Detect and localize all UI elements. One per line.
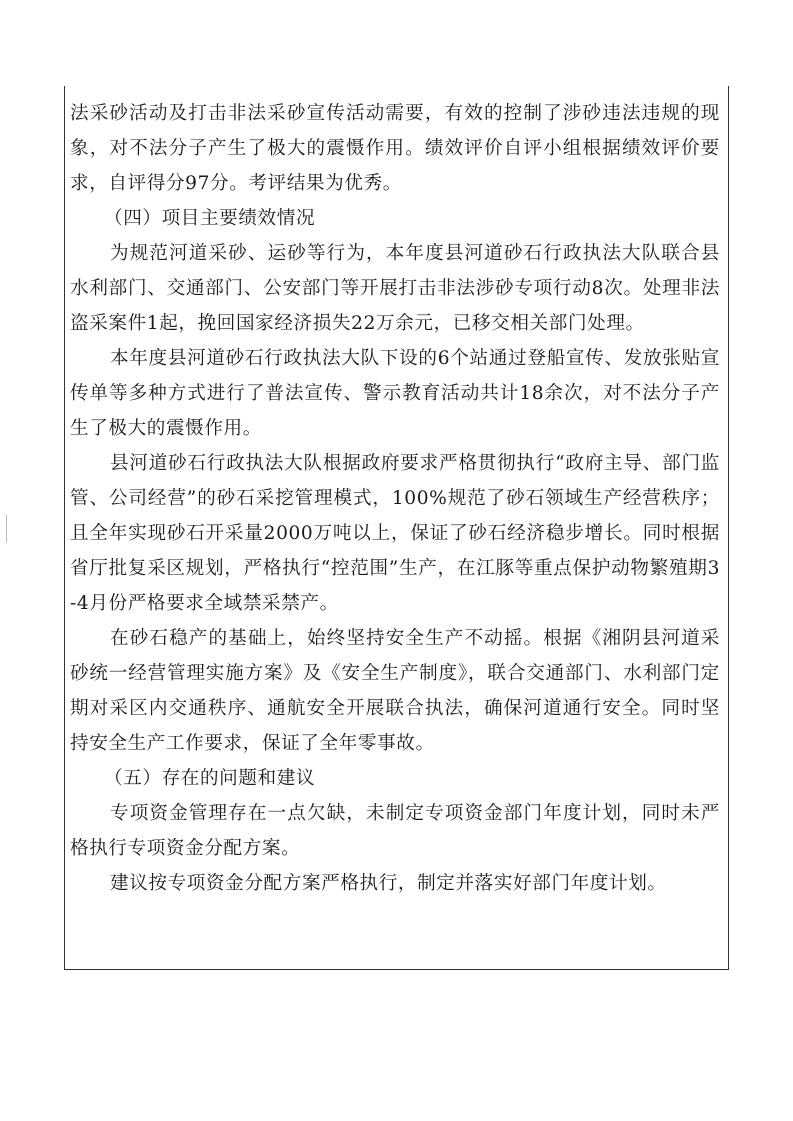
document-body [70, 96, 720, 901]
body-paragraph: 建议按专项资金分配方案严格执行，制定并落实好部门年度计划。 [110, 873, 667, 894]
section-heading-performance: （四）项目主要绩效情况 [104, 208, 316, 229]
body-paragraph: 本年度县河道砂石行政执法大队下设的6个站通过登船宣传、发放张贴宣传单等多种方式进行了普法宣传、警示教育活动共计18余次，对不法分子产生了极大的震慑作用。 [70, 348, 720, 439]
body-paragraph: 专项资金管理存在一点欠缺，未制定专项资金部门年度计划，同时未严格执行专项资金分配方案。 [70, 803, 720, 859]
section-heading-problems: （五）存在的问题和建议 [104, 768, 316, 789]
body-paragraph: 为规范河道采砂、运砂等行为，本年度县河道砂石行政执法大队联合县水利部门、交通部门、公安部门等开展打击非法涉砂专项行动8次。处理非法盗采案件1起，挽回国家经济损失22万余元，已移交相关部门处理。 [70, 243, 720, 334]
body-paragraph: 在砂石稳产的基础上，始终坚持安全生产不动摇。根据《湘阴县河道采砂统一经营管理实施方案》及《安全生产制度》，联合交通部门、水利部门定期对采区内交通秩序、通航安全开展联合执法，确保河道通行安全。同时坚持安全生产工作要求，保证了全年零事故。 [70, 628, 720, 754]
continuation-paragraph: 法采砂活动及打击非法采砂宣传活动需要，有效的控制了涉砂违法违规的现象，对不法分子产生了极大的震慑作用。绩效评价自评小组根据绩效评价要求，自评得分97分。考评结果为优秀。 [70, 103, 720, 194]
body-paragraph: 县河道砂石行政执法大队根据政府要求严格贯彻执行“政府主导、部门监管、公司经营”的砂石采挖管理模式，100%规范了砂石领域生产经营秩序；且全年实现砂石开采量2000万吨以上，保证了砂石经济稳步增长。同时根据省厅批复采区规划，严格执行“控范围”生产，在江豚等重点保护动物繁殖期3-4月份严格要求全域禁采禁产。 [70, 453, 720, 614]
scan-artifact [6, 515, 7, 543]
